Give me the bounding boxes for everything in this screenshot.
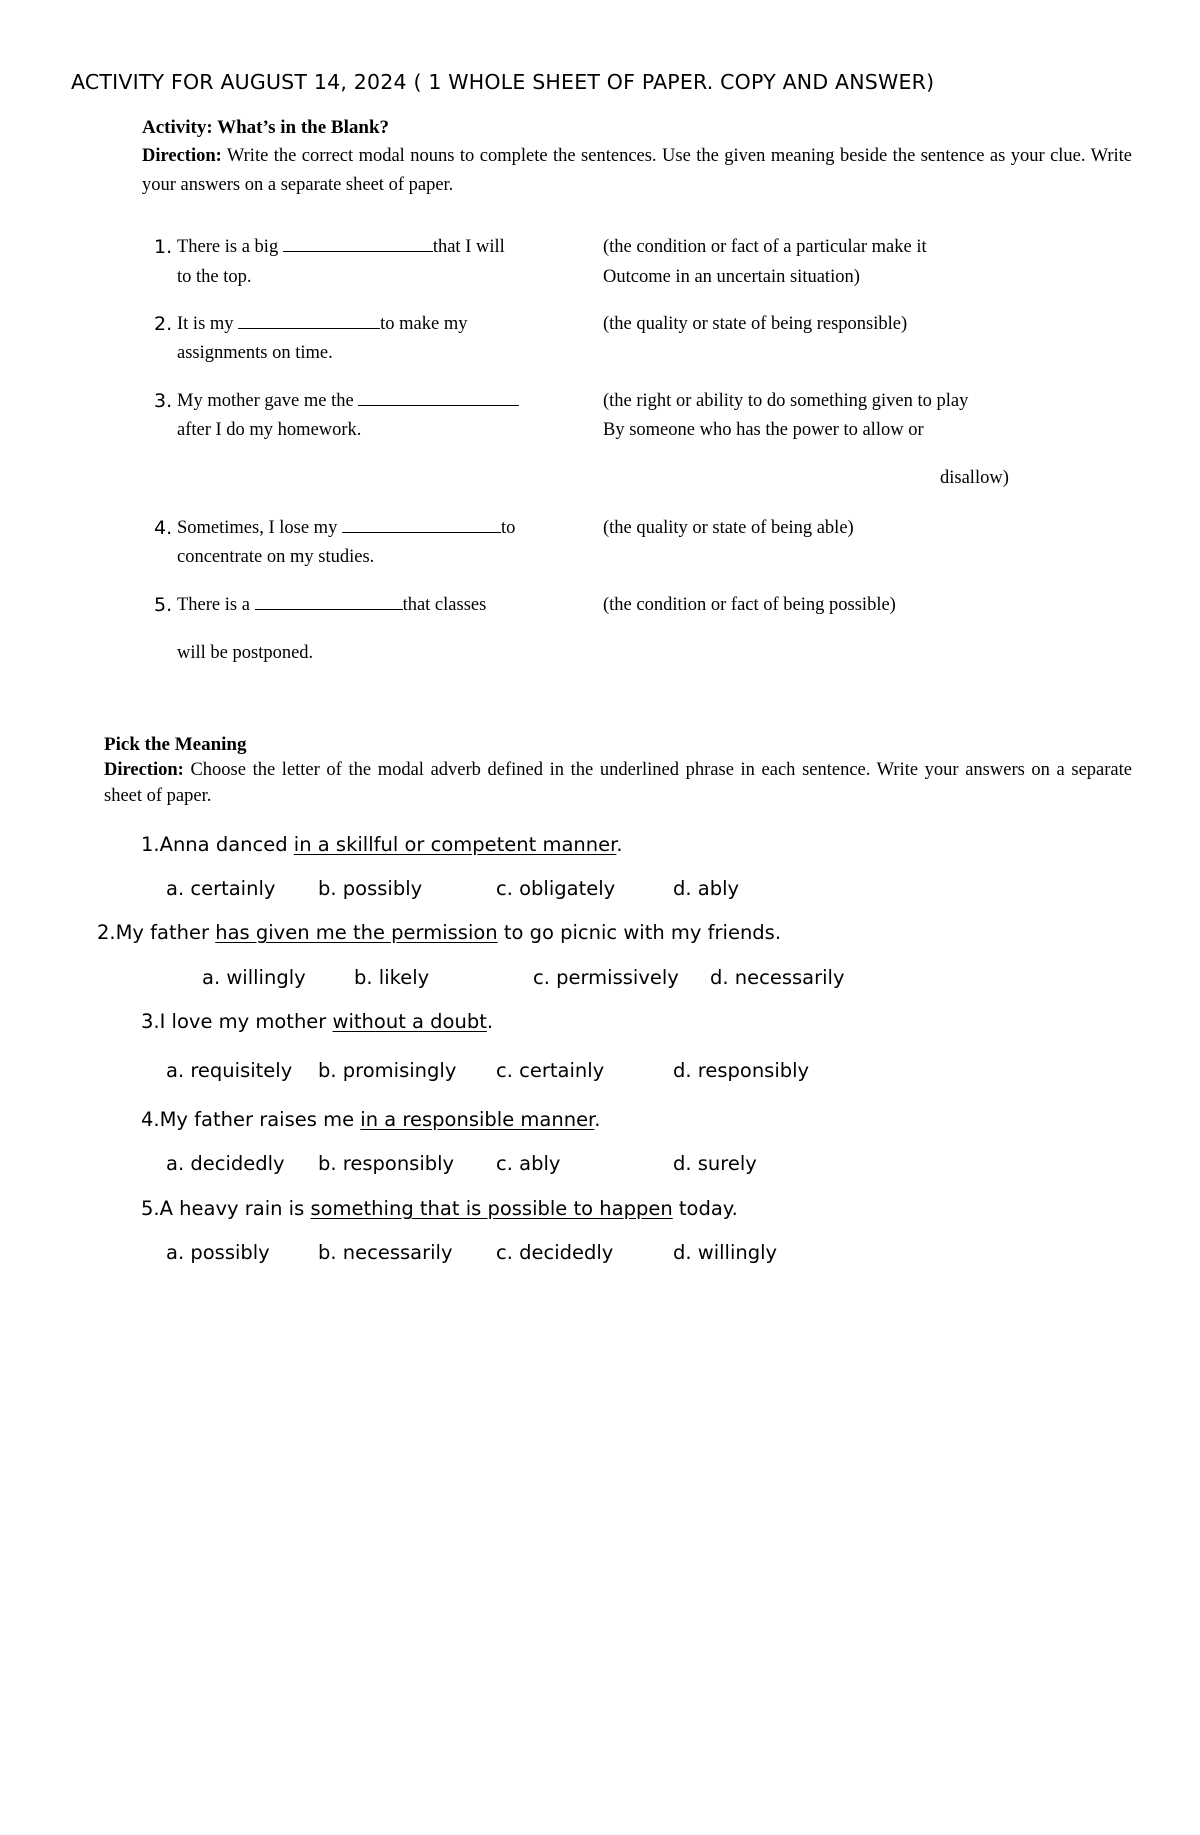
- pick-q4-option-a: a. decidedly: [166, 1152, 285, 1175]
- activity-q2-clue-line1: (the quality or state of being responsible): [603, 314, 908, 334]
- activity-q2-before: It is my: [177, 314, 239, 334]
- activity-q2-number: 2.: [154, 313, 173, 335]
- pick-q4-before: My father raises me: [159, 1108, 361, 1131]
- activity-q5-clue-line1: (the condition or fact of being possible): [603, 595, 896, 615]
- pick-q4-option-b: b. responsibly: [318, 1152, 455, 1175]
- pick-q1-underlined: in a skillful or competent manner: [293, 833, 617, 856]
- pick-q4-underlined: in a responsible manner: [360, 1108, 595, 1131]
- activity-q1-blank: [283, 233, 433, 252]
- activity-q5-number: 5.: [154, 594, 173, 616]
- pick-q2-number: 2.: [97, 921, 116, 944]
- activity-q2-blank: [238, 310, 380, 329]
- activity-q5-line2: will be postponed.: [177, 643, 314, 663]
- pick-q3-option-c: c. certainly: [496, 1059, 605, 1082]
- activity-q1-after: that I will: [432, 237, 505, 257]
- pick-q5-number: 5.: [141, 1197, 160, 1220]
- pick-title: Pick the Meaning: [104, 734, 247, 755]
- activity-q1-clue-line2: Outcome in an uncertain situation): [603, 267, 860, 287]
- pick-q5-underlined: something that is possible to happen: [310, 1197, 673, 1220]
- pick-q5-option-c: c. decidedly: [496, 1241, 614, 1264]
- pick-q1-before: Anna danced: [159, 833, 294, 856]
- pick-q5-option-b: b. necessarily: [318, 1241, 453, 1264]
- pick-q2-before: My father: [115, 921, 216, 944]
- pick-direction-label: Direction:: [104, 760, 184, 780]
- pick-q1-number: 1.: [141, 833, 160, 856]
- page-title: ACTIVITY FOR AUGUST 14, 2024 ( 1 WHOLE SHEET OF PAPER. COPY AND ANSWER): [71, 70, 935, 94]
- pick-q4: [141, 1108, 601, 1131]
- activity-title: Activity: What’s in the Blank?: [142, 117, 390, 138]
- pick-q1: [141, 833, 623, 856]
- activity-q5-line1: [177, 591, 486, 620]
- pick-q1-option-a: a. certainly: [166, 877, 276, 900]
- activity-q4-clue-line1: (the quality or state of being able): [603, 518, 854, 538]
- activity-q4-blank: [342, 514, 501, 533]
- activity-q3-line1: [177, 387, 519, 416]
- activity-direction: [142, 142, 1132, 200]
- activity-q2-line1: [177, 310, 468, 339]
- activity-q3-clue-line2: By someone who has the power to allow or: [603, 420, 924, 440]
- activity-direction-text: Write the correct modal nouns to complete the sentences. Use the given meaning beside the sentence as your clue. Write your answers on a separate sheet of paper.: [142, 146, 1132, 195]
- activity-q3-line2: after I do my homework.: [177, 420, 362, 440]
- pick-q2-after: to go picnic with my friends.: [497, 921, 782, 944]
- pick-q5-option-d: d. willingly: [673, 1241, 778, 1264]
- pick-q2-option-a: a. willingly: [202, 966, 306, 989]
- activity-q2-after: to make my: [380, 314, 468, 334]
- activity-q3-clue-line3: disallow): [940, 468, 1009, 488]
- activity-q4-after: to: [500, 518, 516, 538]
- pick-q3: [141, 1010, 493, 1033]
- pick-q3-before: I love my mother: [159, 1010, 333, 1033]
- pick-q3-option-a: a. requisitely: [166, 1059, 293, 1082]
- activity-q1-line1: [177, 233, 505, 262]
- pick-q5-after: today.: [672, 1197, 738, 1220]
- pick-q4-number: 4.: [141, 1108, 160, 1131]
- pick-q2: [97, 921, 781, 944]
- pick-q5-option-a: a. possibly: [166, 1241, 270, 1264]
- activity-q3-blank: [358, 387, 519, 406]
- pick-q1-after: .: [616, 833, 623, 856]
- pick-q3-underlined: without a doubt: [332, 1010, 487, 1033]
- activity-q3-clue-line1: (the right or ability to do something given to play: [603, 391, 969, 411]
- pick-q2-option-b: b. likely: [354, 966, 430, 989]
- pick-direction: [104, 757, 1132, 809]
- pick-q3-number: 3.: [141, 1010, 160, 1033]
- activity-q2-line2: assignments on time.: [177, 343, 333, 363]
- activity-q1-number: 1.: [154, 236, 173, 258]
- activity-q3-number: 3.: [154, 390, 173, 412]
- pick-q2-underlined: has given me the permission: [215, 921, 498, 944]
- pick-q3-option-d: d. responsibly: [673, 1059, 810, 1082]
- activity-q1-clue-line1: (the condition or fact of a particular make it: [603, 237, 927, 257]
- pick-q2-option-c: c. permissively: [533, 966, 679, 989]
- activity-q1-line2: to the top.: [177, 267, 252, 287]
- pick-q1-option-c: c. obligately: [496, 877, 616, 900]
- activity-q5-after: that classes: [402, 595, 487, 615]
- activity-q4-line2: concentrate on my studies.: [177, 547, 375, 567]
- activity-q5-before: There is a: [177, 595, 255, 615]
- activity-q4-before: Sometimes, I lose my: [177, 518, 342, 538]
- activity-direction-label: Direction:: [142, 146, 222, 166]
- pick-q5: [141, 1197, 738, 1220]
- pick-q4-after: .: [594, 1108, 601, 1131]
- pick-q3-after: .: [486, 1010, 494, 1033]
- pick-q1-option-d: d. ably: [673, 877, 740, 900]
- pick-q2-option-d: d. necessarily: [710, 966, 845, 989]
- pick-q5-before: A heavy rain is: [159, 1197, 311, 1220]
- activity-q4-number: 4.: [154, 517, 173, 539]
- activity-q4-line1: [177, 514, 515, 543]
- activity-q1-before: There is a big: [177, 237, 283, 257]
- pick-q4-option-c: c. ably: [496, 1152, 561, 1175]
- pick-direction-text: Choose the letter of the modal adverb defined in the underlined phrase in each sentence. Write your answers on a separate sheet of paper.: [104, 760, 1132, 806]
- pick-q3-option-b: b. promisingly: [318, 1059, 457, 1082]
- activity-q5-blank: [255, 591, 403, 610]
- activity-q3-before: My mother gave me the: [177, 391, 359, 411]
- pick-q4-option-d: d. surely: [673, 1152, 757, 1175]
- pick-q1-option-b: b. possibly: [318, 877, 423, 900]
